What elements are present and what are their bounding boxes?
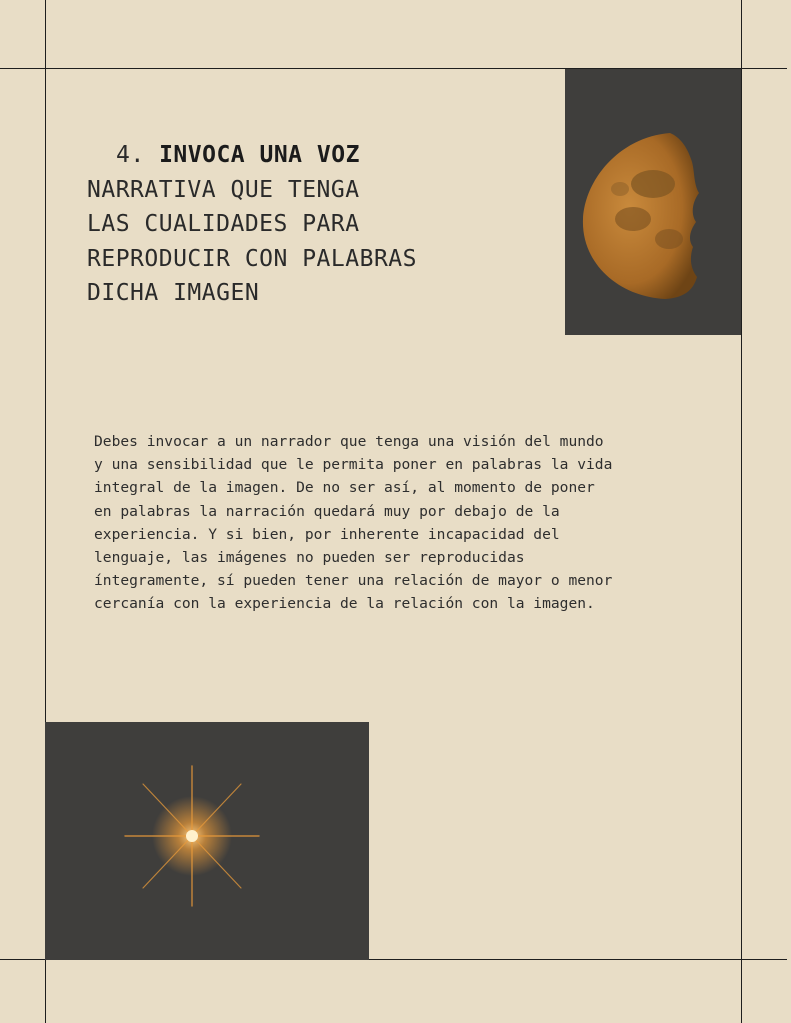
body-line: íntegramente, sí pueden tener una relación de mayor o menor [94, 572, 613, 590]
body-line: y una sensibilidad que le permita poner en palabras la vida [94, 456, 613, 474]
body-line: experiencia. Y si bien, por inherente incapacidad del [94, 525, 560, 543]
moon-image [565, 69, 741, 335]
body-line: integral de la imagen. De no ser así, al momento de poner [94, 479, 595, 497]
body-paragraph [94, 430, 694, 616]
heading-line: DICHA IMAGEN [87, 280, 260, 306]
heading-first-line [87, 138, 507, 173]
body-line: cercanía con la experiencia de la relación con la imagen. [94, 595, 595, 613]
heading-line: REPRODUCIR CON PALABRAS [87, 245, 417, 272]
body-line: Debes invocar a un narrador que tenga una visión del mundo [94, 433, 604, 450]
heading-bold-text: INVOCA UNA VOZ [159, 142, 360, 168]
heading-line: LAS CUALIDADES PARA [87, 211, 360, 237]
body-line: lenguaje, las imágenes no pueden ser reproducidas [94, 549, 525, 567]
moon-photo [565, 69, 741, 335]
star-photo [45, 722, 369, 960]
frame-line-right [741, 0, 742, 1023]
body-line: en palabras la narración quedará muy por debajo de la [94, 502, 560, 520]
section-heading [87, 138, 507, 311]
heading-number: 4. [116, 142, 145, 168]
star-image [45, 722, 369, 960]
heading-line: NARRATIVA QUE TENGA [87, 176, 360, 203]
